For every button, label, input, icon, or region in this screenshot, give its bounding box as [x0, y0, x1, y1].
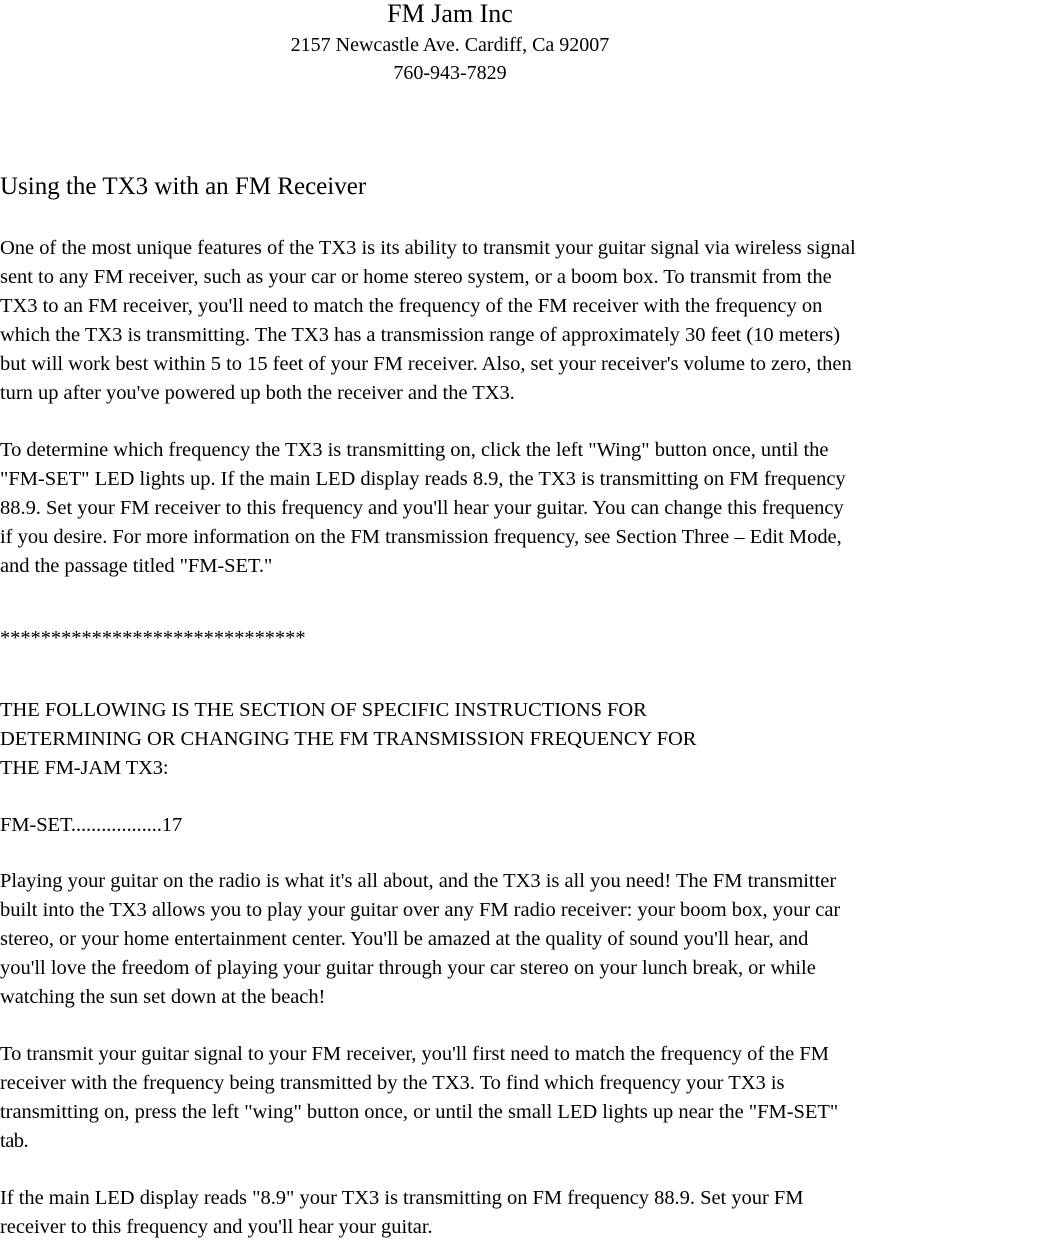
text-line: If the main LED display reads "8.9" your TX3 is transmitting on FM frequency 88.9. Set your FM — [0, 1187, 804, 1209]
text-line: watching the sun set down at the beach! — [0, 986, 326, 1008]
toc-entry-fm-set — [0, 811, 1042, 840]
text-line: To determine which frequency the TX3 is transmitting on, click the left "Wing" button once, until the — [0, 439, 829, 461]
text-line: THE FM-JAM TX3: — [0, 757, 169, 779]
text-line: To transmit your guitar signal to your FM receiver, you'll first need to match the frequency of the FM — [0, 1043, 829, 1065]
text-line: receiver to this frequency and you'll hear your guitar. — [0, 1216, 433, 1238]
text-line: if you desire. For more information on the FM transmission frequency, see Section Three – Edit Mode, — [0, 526, 842, 548]
paragraph-determine-frequency — [0, 436, 1042, 581]
divider-text: ****************************** — [0, 627, 306, 649]
text-line: 88.9. Set your FM receiver to this frequency and you'll hear your guitar. You can change this frequency — [0, 497, 844, 519]
text-line: TX3 to an FM receiver, you'll need to match the frequency of the FM receiver with the frequency on — [0, 295, 823, 317]
text-line: turn up after you've powered up both the receiver and the TX3. — [0, 382, 515, 404]
text-line: tab. — [0, 1130, 29, 1152]
text-line: built into the TX3 allows you to play your guitar over any FM radio receiver: your boom box, your car — [0, 899, 841, 921]
section-heading — [0, 696, 1042, 783]
text-line: which the TX3 is transmitting. The TX3 has a transmission range of approximately 30 feet (10 meters) — [0, 324, 841, 346]
text-line: Playing your guitar on the radio is what it's all about, and the TX3 is all you need! The FM transmitter — [0, 870, 837, 892]
page-title: Using the TX3 with an FM Receiver — [0, 173, 367, 200]
paragraph-playing-on-radio — [0, 867, 1042, 1012]
text-line: stereo, or your home entertainment center. You'll be amazed at the quality of sound you'll hear, and — [0, 928, 809, 950]
text-line: but will work best within 5 to 15 feet of your FM receiver. Also, set your receiver's volume to zero, then — [0, 353, 852, 375]
text-line: "FM-SET" LED lights up. If the main LED display reads 8.9, the TX3 is transmitting on FM frequency — [0, 468, 846, 490]
paragraph-transmit-signal — [0, 1040, 1042, 1156]
text-line: you'll love the freedom of playing your guitar through your car stereo on your lunch break, or while — [0, 957, 816, 979]
paragraph-led-display — [0, 1184, 1042, 1242]
text-line: DETERMINING OR CHANGING THE FM TRANSMISSION FREQUENCY FOR — [0, 728, 697, 750]
text-line: THE FOLLOWING IS THE SECTION OF SPECIFIC INSTRUCTIONS FOR — [0, 699, 647, 721]
company-phone: 760-943-7829 — [393, 62, 507, 84]
text-line: receiver with the frequency being transmitted by the TX3. To find which frequency your TX3 is — [0, 1072, 785, 1094]
text-line: One of the most unique features of the TX3 is its ability to transmit your guitar signal via wireless signal — [0, 237, 856, 259]
company-address: 2157 Newcastle Ave. Cardiff, Ca 92007 — [290, 34, 610, 56]
text-line: sent to any FM receiver, such as your car or home stereo system, or a boom box. To transmit from the — [0, 266, 832, 288]
text-line: transmitting on, press the left "wing" button once, or until the small LED lights up near the "FM-SET" — [0, 1101, 839, 1123]
text-line: and the passage titled "FM-SET." — [0, 555, 273, 577]
company-name: FM Jam Inc — [387, 0, 513, 28]
paragraph-fm-receiver-intro — [0, 234, 1042, 408]
toc-entry-text: FM-SET..................17 — [0, 814, 183, 836]
asterisk-divider — [0, 624, 1042, 653]
